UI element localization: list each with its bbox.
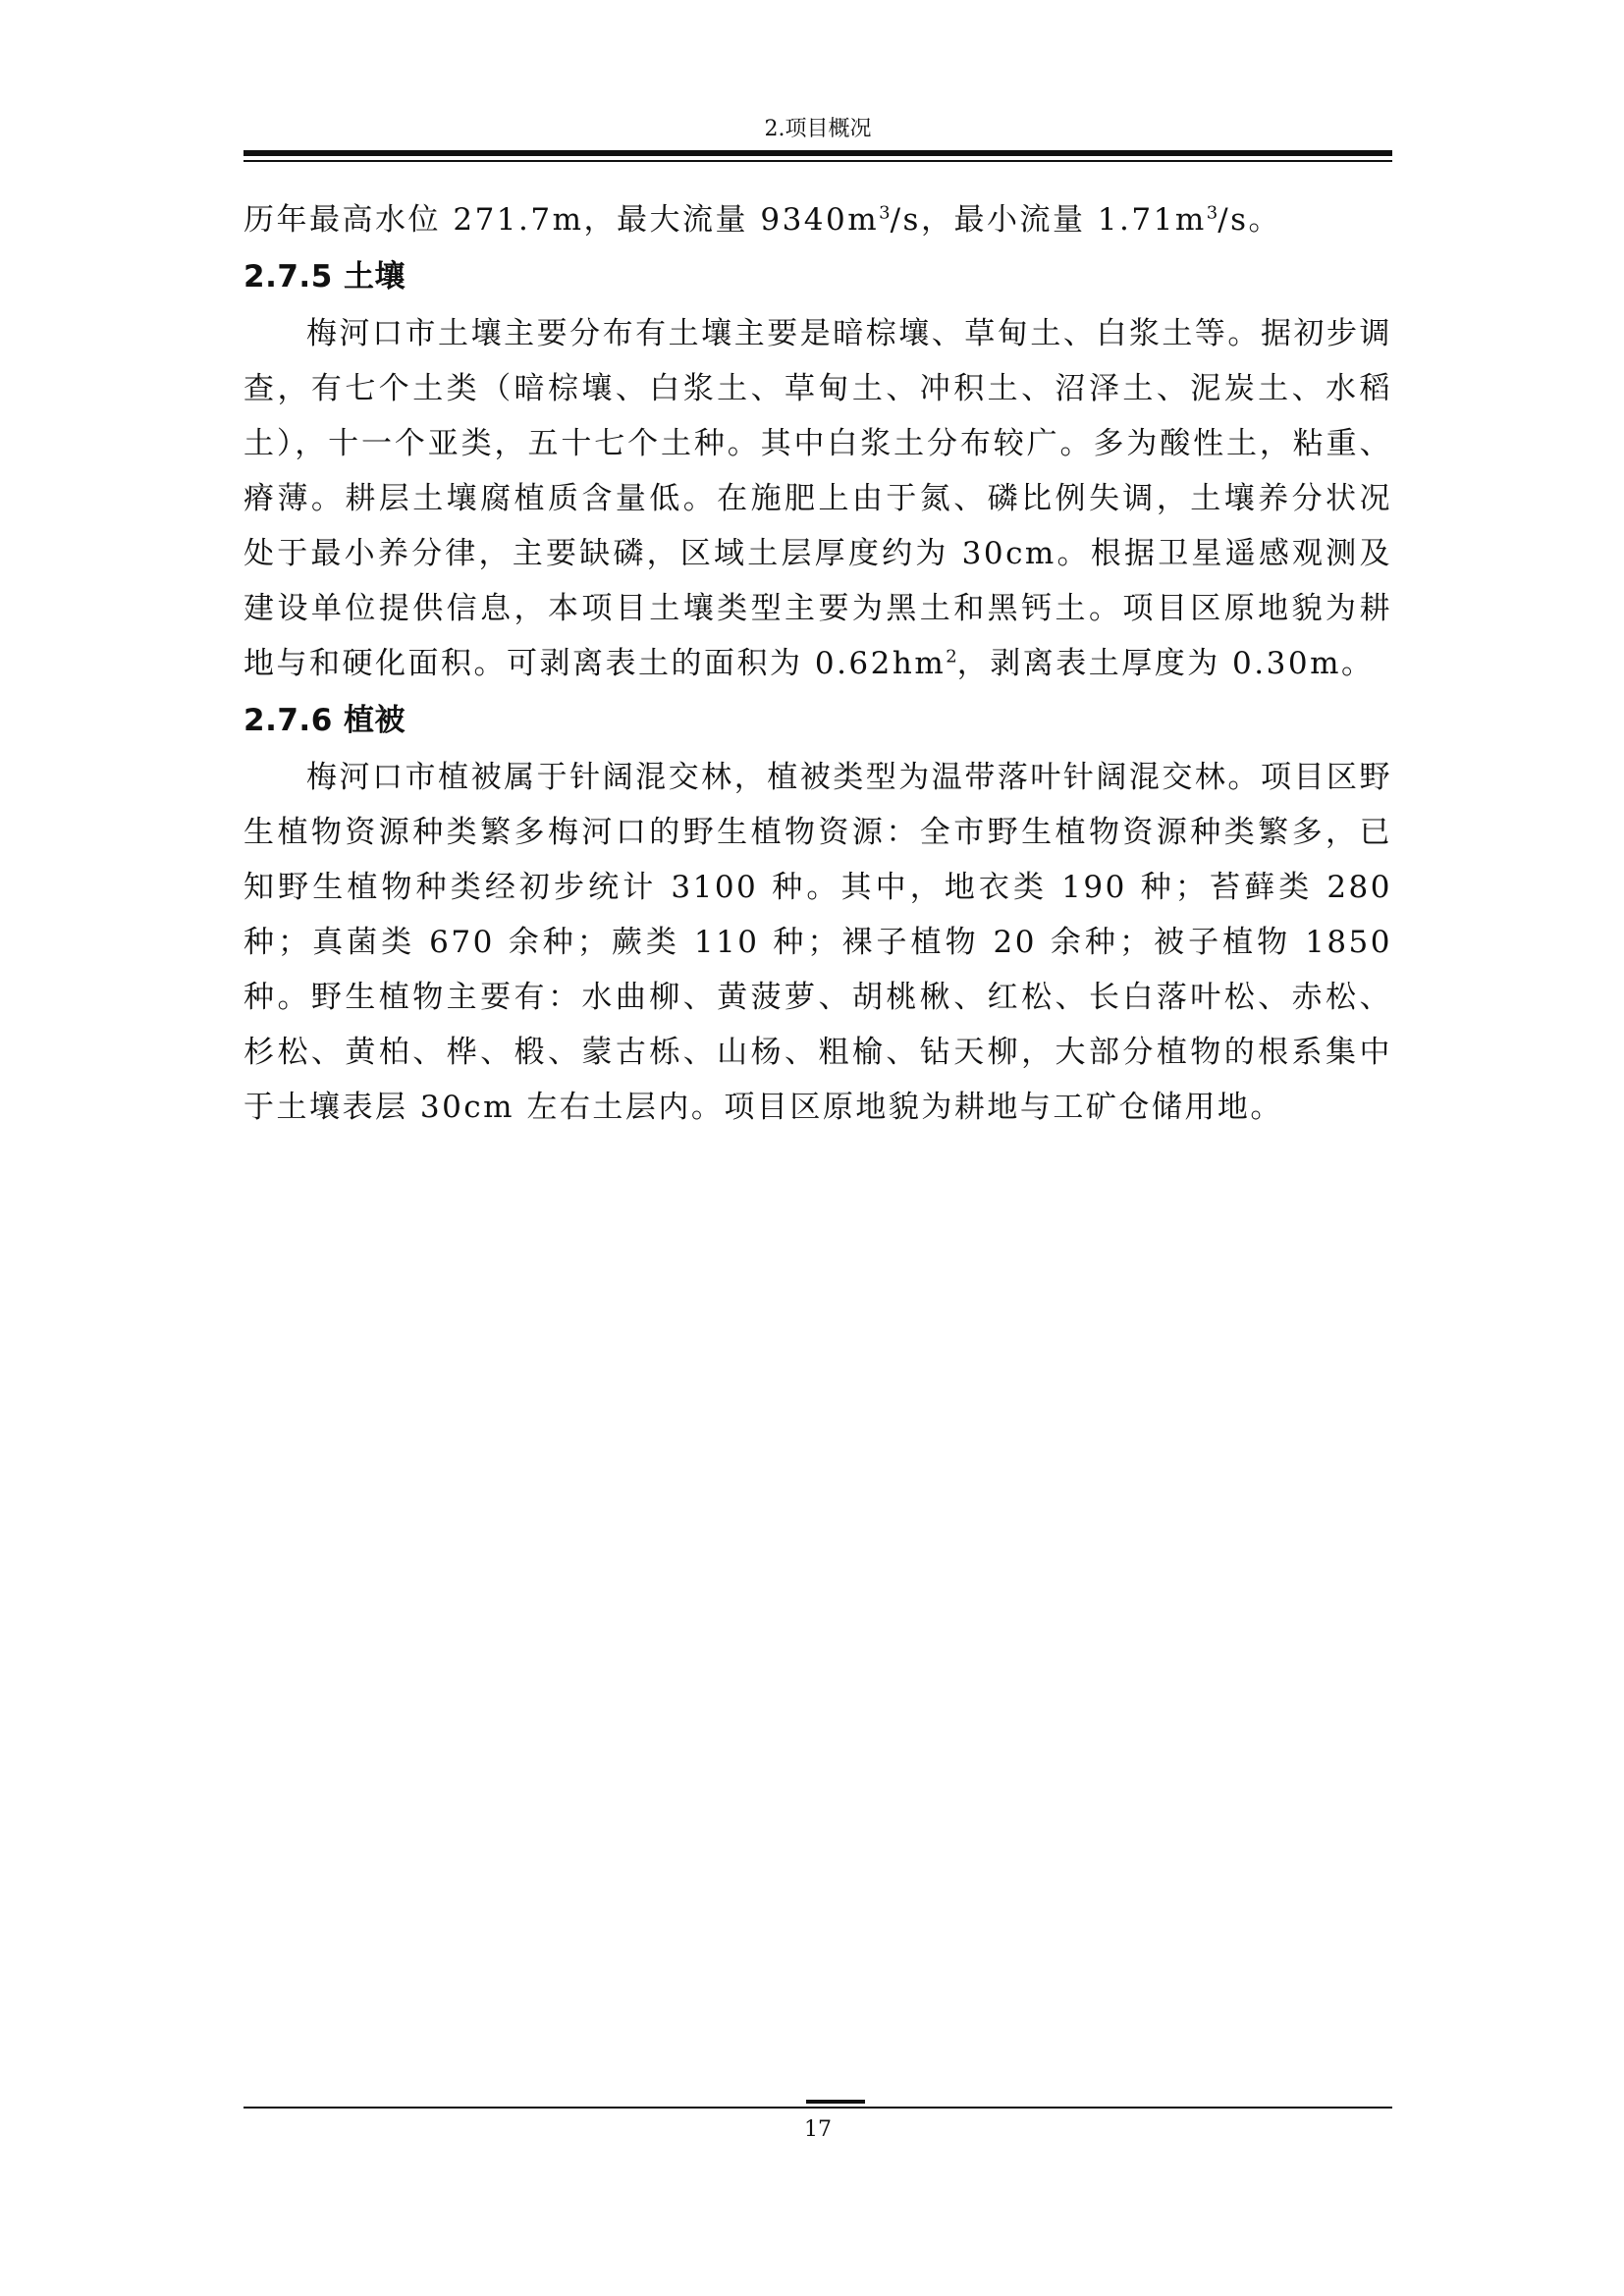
section-heading-soil: 2.7.5 土壤 — [244, 259, 406, 294]
soil-text-a: 梅河口市土壤主要分布有土壤主要是暗棕壤、草甸土、白浆土等。据初步调查，有七个土类（暗棕壤、白浆土、草甸土、冲积土、沼泽土、泥炭土、水稻土），十一个亚类，五十七个土种。其中白浆土分布较广。多为酸性土，粘重、瘠薄。耕层土壤腐植质含量低。在施肥上由于氮、磷比例失调，土壤养分状况处于最小养分律，主要缺磷，区域土层厚度约为 30cm。根据卫星遥感观测及建设单位提供信息，本项目土壤类型主要为黑土和黑钙土。项目区原地貌为耕地与和硬化面积。可剥离表土的面积为 0.62hm — [244, 316, 1392, 681]
intro-superscript-b: 3 — [1206, 202, 1218, 224]
section-heading-vegetation: 2.7.6 植被 — [244, 703, 406, 738]
footer-rule — [244, 2107, 1392, 2109]
intro-text-a: 历年最高水位 271.7m，最大流量 9340m — [244, 202, 880, 238]
intro-text-c: /s。 — [1218, 202, 1282, 238]
page-number: 17 — [804, 2117, 832, 2142]
header-rule-thick — [244, 150, 1392, 156]
soil-paragraph — [244, 306, 1392, 691]
footer-center-mark — [806, 2100, 865, 2104]
intro-paragraph — [244, 192, 1392, 247]
vegetation-paragraph: 梅河口市植被属于针阔混交林，植被类型为温带落叶针阔混交林。项目区野生植物资源种类繁多梅河口的野生植物资源：全市野生植物资源种类繁多，已知野生植物种类经初步统计 3100 种。其中，地衣类 190 种；苔藓类 280 种；真菌类 670 余种；蕨类 110 种；裸子植物 20 余种；被子植物 1850 种。野生植物主要有：水曲柳、黄菠萝、胡桃楸、红松、长白落叶松、赤松、杉松、黄柏、桦、椴、蒙古栎、山杨、粗榆、钻天柳，大部分植物的根系集中于土壤表层 30cm 左右土层内。项目区原地貌为耕地与工矿仓储用地。 — [244, 760, 1392, 1125]
document-body — [244, 192, 1392, 1135]
soil-text-b: ，剥离表土厚度为 0.30m。 — [956, 646, 1375, 681]
intro-superscript-a: 3 — [879, 202, 891, 224]
intro-text-b: /s，最小流量 1.71m — [890, 202, 1207, 238]
soil-superscript: 2 — [946, 646, 957, 667]
running-header: 2.项目概况 — [764, 117, 872, 141]
header-rule-thin — [244, 160, 1392, 162]
